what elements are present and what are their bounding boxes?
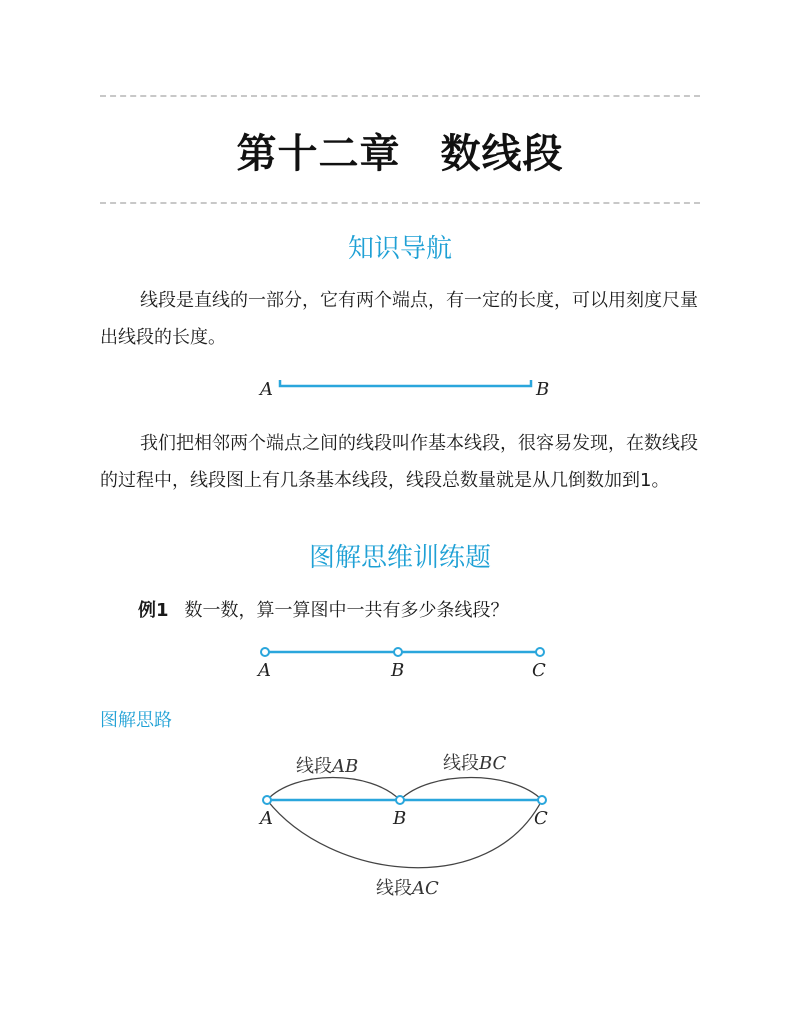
example-label-c: C [532,660,546,681]
arc-bc [400,778,542,801]
chapter-number: 第十二章 [236,131,401,177]
section-heading-knowledge: 知识导航 [347,234,452,264]
section-heading-training: 图解思维训练题 [308,543,491,573]
arc-point-a [263,796,271,804]
example-label-a: A [258,660,271,681]
example-question: 数一数，算一算图中一共有多少条线段？ [184,600,509,621]
arc-point-c [538,796,546,804]
subheading-diagram-thinking: 图解思路 [100,710,172,731]
paragraph-definition-text: 线段是直线的一部分，它有两个端点，有一定的长度，可以用刻度尺量出线段的长度。 [100,290,698,348]
example-label-b: B [391,660,405,681]
arc-point-b [396,796,404,804]
arc-label-b: B [393,808,407,829]
arc-ab [267,778,400,801]
arc-label-ab: 线段AB [296,756,359,777]
arc-label-a: A [260,808,273,829]
paragraph-basic-segments-text: 我们把相邻两个端点之间的线段叫作基本线段，很容易发现，在数线段的过程中，线段图上有几条基本线段，线段总数量就是从几倒数加到1。 [100,433,698,491]
chapter-name: 数线段 [440,131,564,177]
arc-label-c: C [534,808,548,829]
segment-label-a: A [260,379,273,400]
arc-label-ac: 线段AC [376,878,439,899]
segment-label-b: B [536,379,550,400]
example-number: 例1 [138,600,169,621]
arc-label-bc: 线段BC [443,753,507,774]
